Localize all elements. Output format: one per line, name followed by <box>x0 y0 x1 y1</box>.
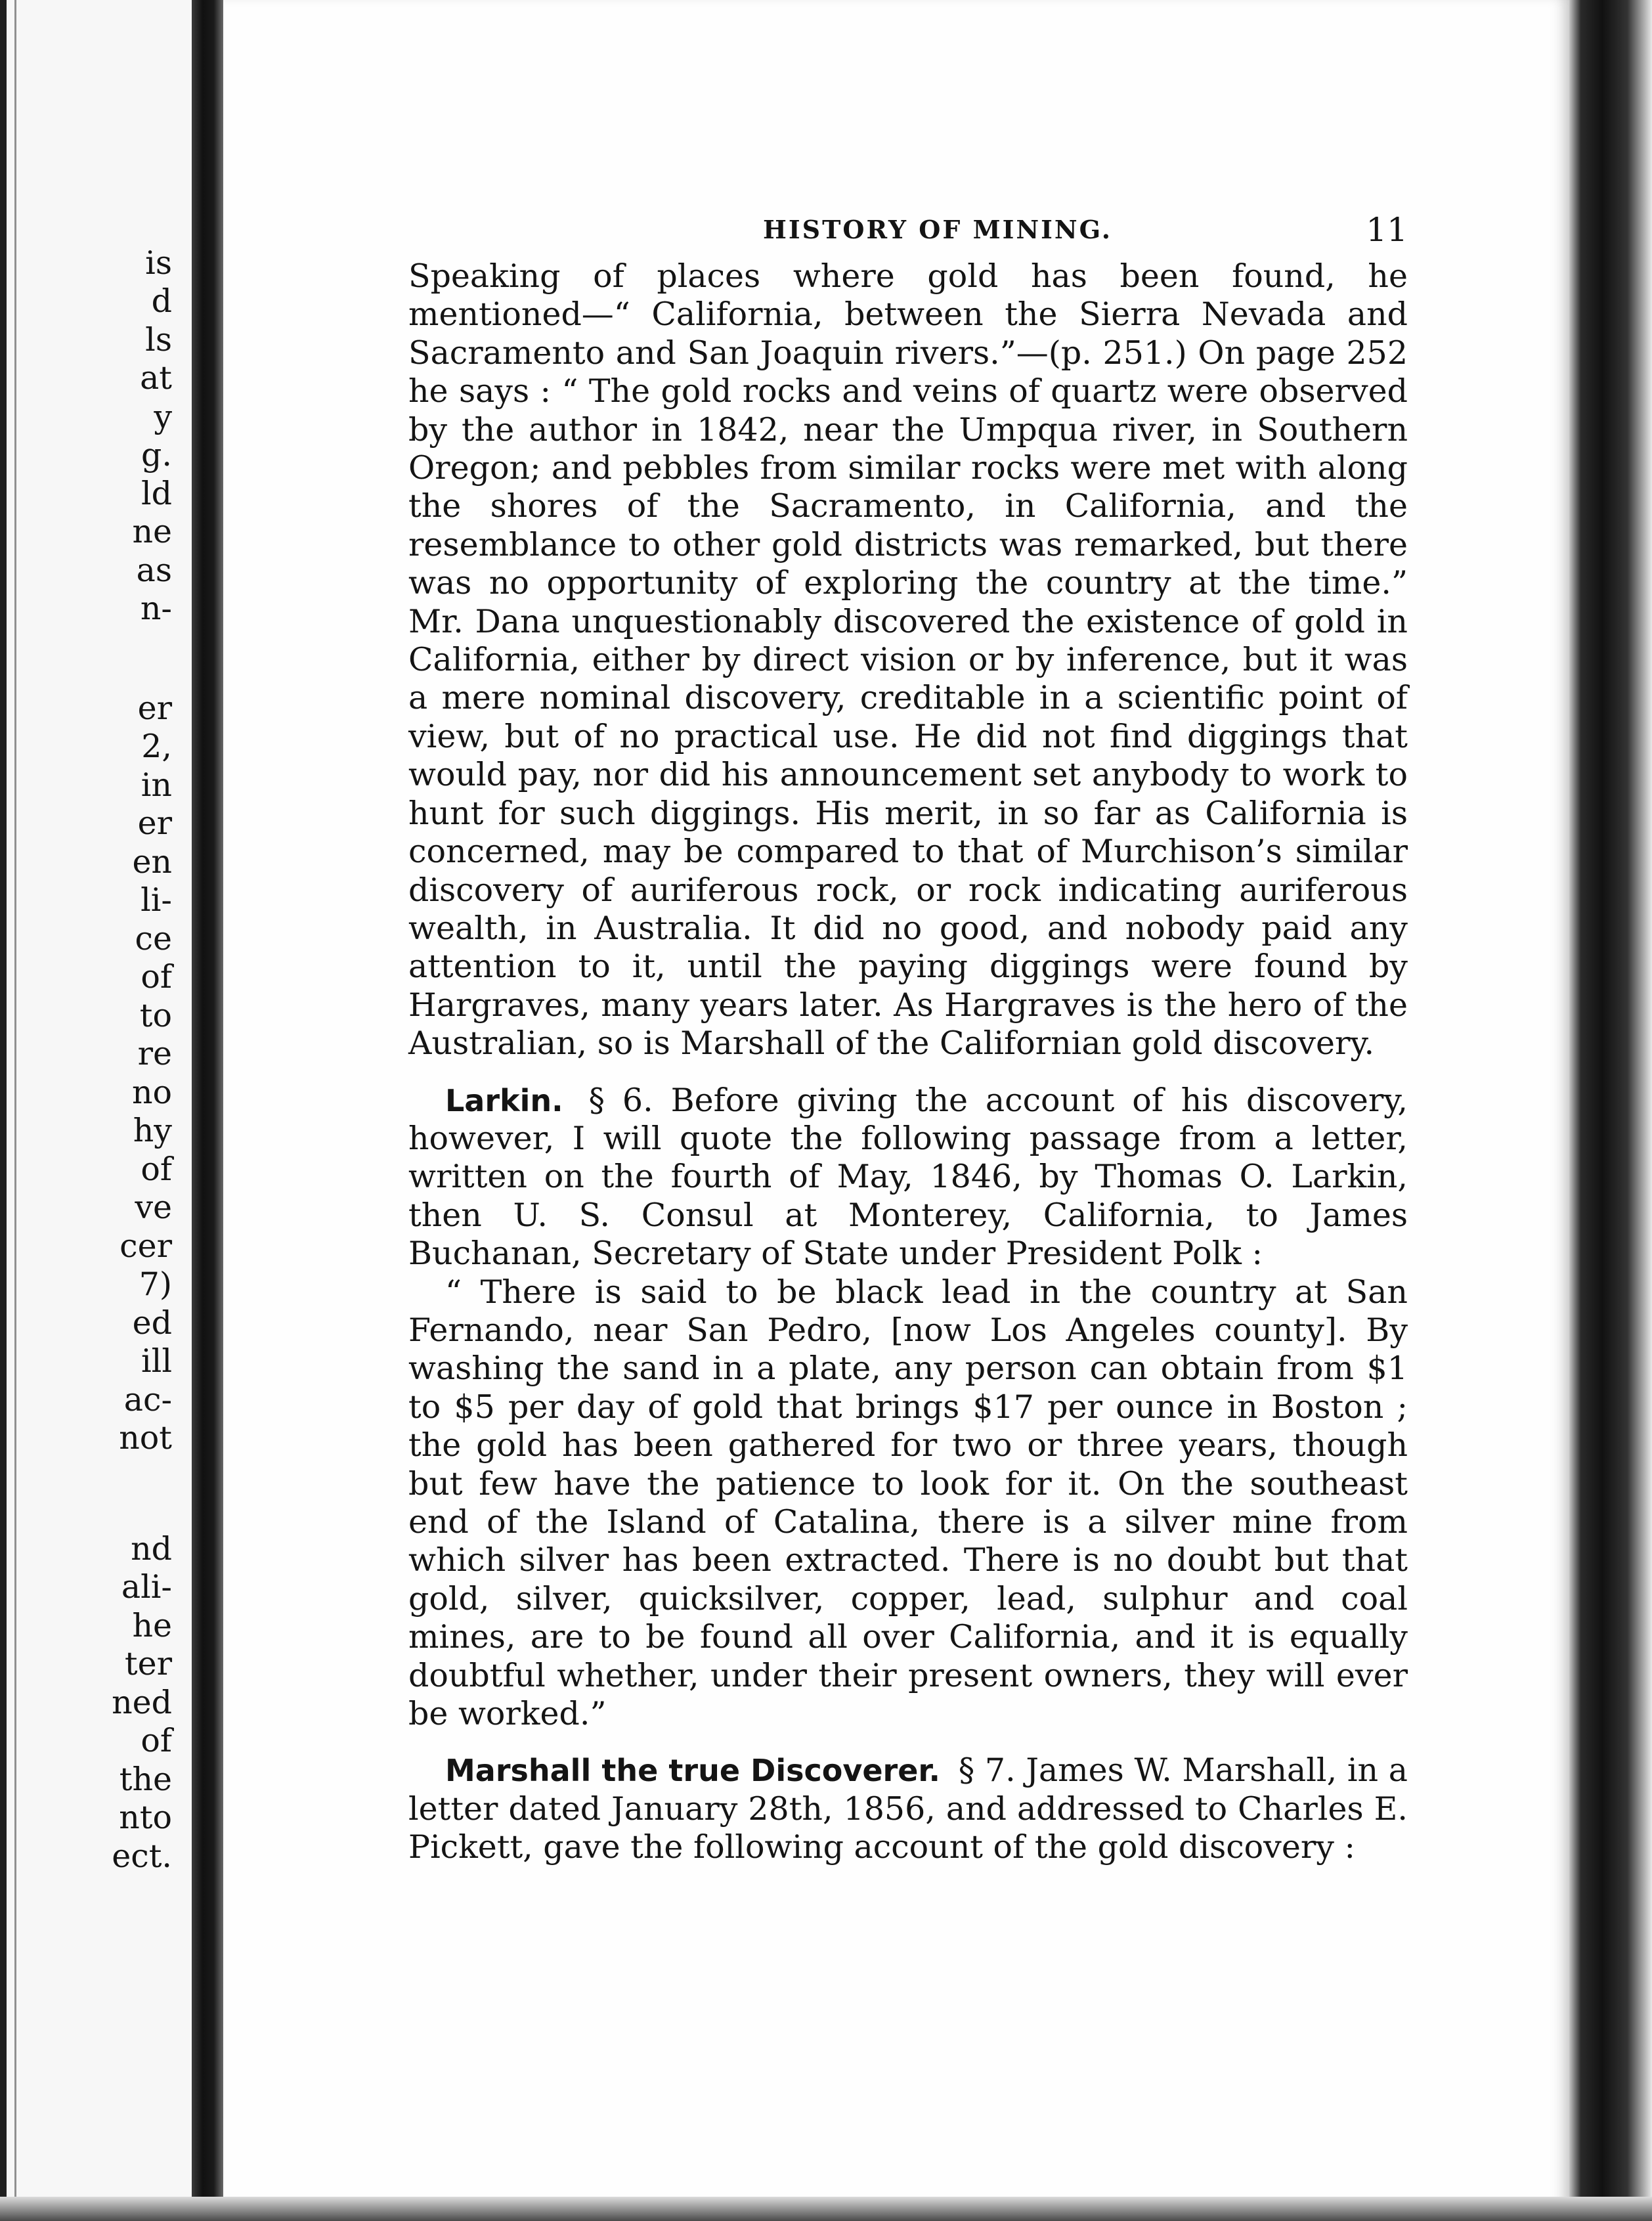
paragraph-marshall <box>408 1751 1408 1866</box>
left-page-fragment: en <box>132 843 172 881</box>
paragraph-larkin <box>408 1082 1408 1273</box>
left-page-fragment: the <box>119 1761 172 1798</box>
left-page-fragment: ld <box>141 475 172 512</box>
sidehead-marshall: Marshall the true Discoverer. <box>445 1753 941 1789</box>
page-text-block <box>408 210 1408 1867</box>
left-page-fragment: ill <box>141 1342 172 1380</box>
running-head-title: HISTORY OF MINING. <box>763 215 1112 244</box>
left-page-fragment: li- <box>141 881 172 919</box>
left-page-fragment: is <box>145 244 172 282</box>
left-page-remnant <box>0 0 192 2221</box>
left-page-fragment: ls <box>145 321 172 359</box>
paragraph-marshall-text: James W. Marshall, in a letter dated January 28th, 1856, and addressed to Charles E. Pickett, gave the following account of the gold discovery : <box>408 1751 1408 1866</box>
paragraph-larkin-text: Before giving the account of his discovery, however, I will quote the following passage from a letter, written on the fourth of May, 1846, by Thomas O. Larkin, then U. S. Consul at Monterey, California, to James Buchanan, Secretary of State under President Polk : <box>408 1081 1408 1273</box>
left-page-fragment: not <box>119 1419 172 1457</box>
left-page-fragment: er <box>137 690 172 727</box>
left-page-fragment: ne <box>132 513 172 550</box>
left-page-fragment: of <box>141 1722 172 1759</box>
left-page-fragment: of <box>141 1151 172 1188</box>
left-page-fragment: d <box>151 282 172 320</box>
left-page-fragment: y <box>154 398 172 435</box>
left-page-fragment: ce <box>135 920 172 957</box>
left-page-fragment: er <box>137 804 172 842</box>
left-page-fragment: of <box>141 958 172 996</box>
book-gutter <box>192 0 223 2221</box>
bottom-scan-edge <box>0 2197 1652 2221</box>
left-page-fragment: nto <box>119 1799 172 1836</box>
page-number: 11 <box>1366 211 1408 249</box>
left-page-fragment: ned <box>112 1684 172 1721</box>
left-page-fragment: ac- <box>123 1381 172 1418</box>
left-page-fragment: ed <box>132 1304 172 1342</box>
left-page-fragment: cer <box>120 1227 172 1265</box>
running-head <box>408 210 1408 257</box>
left-page-fragment: g. <box>141 436 172 473</box>
left-page-fragment: ect. <box>112 1837 172 1875</box>
left-page-fragment: ali- <box>121 1568 172 1606</box>
left-page-fragment: to <box>139 997 172 1034</box>
left-scan-edge <box>0 0 7 2221</box>
left-page-fragment: in <box>141 766 172 804</box>
right-page-edge <box>1569 0 1652 2221</box>
left-page-fragment: he <box>132 1607 172 1644</box>
section-number: § 6. <box>588 1081 653 1119</box>
left-page-fragment: hy <box>133 1112 172 1149</box>
left-page-fragment: at <box>140 359 172 397</box>
quote-larkin-letter: “ There is said to be black lead in the country at San Fernando, near San Pedro, [now Los Angeles county]. By washing the sand in a plate, any person can obtain from $1 to $5 per day of gold that brings $17 per ounce in Boston ; the gold has been gathered for two or three years, though but few have the patience to look for it. On the southeast end of the Island of Catalina, there is a silver mine from which silver has been extracted. There is no doubt but that gold, silver, quicksilver, copper, lead, sulphur and coal mines, are to be found all over California, and it is equally doubtful whether, under their present owners, they will ever be worked.” <box>408 1273 1408 1733</box>
paragraph-dana: Speaking of places where gold has been found, he mentioned—“ California, between the Sierra Nevada and Sacramento and San Joaquin rivers.”—(p. 251.) On page 252 he says : “ The gold rocks and veins of quartz were observed by the author in 1842, near the Umpqua river, in Southern Oregon; and pebbles from similar rocks were met with along the shores of the Sacramento, in California, and the resemblance to other gold districts was remarked, but there was no opportunity of exploring the country at the time.” Mr. Dana unquestionably discovered the existence of gold in California, either by direct vision or by inference, but it was a mere nominal discovery, creditable in a scientific point of view, but of no practical use. He did not find diggings that would pay, nor did his announcement set anybody to work to hunt for such diggings. His merit, in so far as California is concerned, may be compared to that of Murchison’s similar discovery of auriferous rock, or rock indicating auriferous wealth, in Australia. It did no good, and nobody paid any attention to it, until the paying diggings were found by Hargraves, many years later. As Hargraves is the hero of the Australian, so is Marshall of the Californian gold discovery. <box>408 257 1408 1063</box>
sidehead-larkin: Larkin. <box>445 1082 563 1118</box>
left-scan-edge-line <box>14 0 16 2221</box>
left-page-fragment: re <box>137 1035 172 1072</box>
left-page-fragment: 2, <box>141 728 172 765</box>
left-page-fragment: ter <box>124 1645 172 1682</box>
left-page-fragment: as <box>136 552 172 589</box>
left-page-fragment: n- <box>140 590 172 627</box>
left-page-fragment: 7) <box>139 1265 172 1303</box>
left-page-fragment: ve <box>135 1189 172 1226</box>
left-page-fragment: no <box>131 1074 172 1111</box>
section-number: § 7. <box>958 1751 1016 1790</box>
left-page-fragment: nd <box>131 1530 172 1568</box>
